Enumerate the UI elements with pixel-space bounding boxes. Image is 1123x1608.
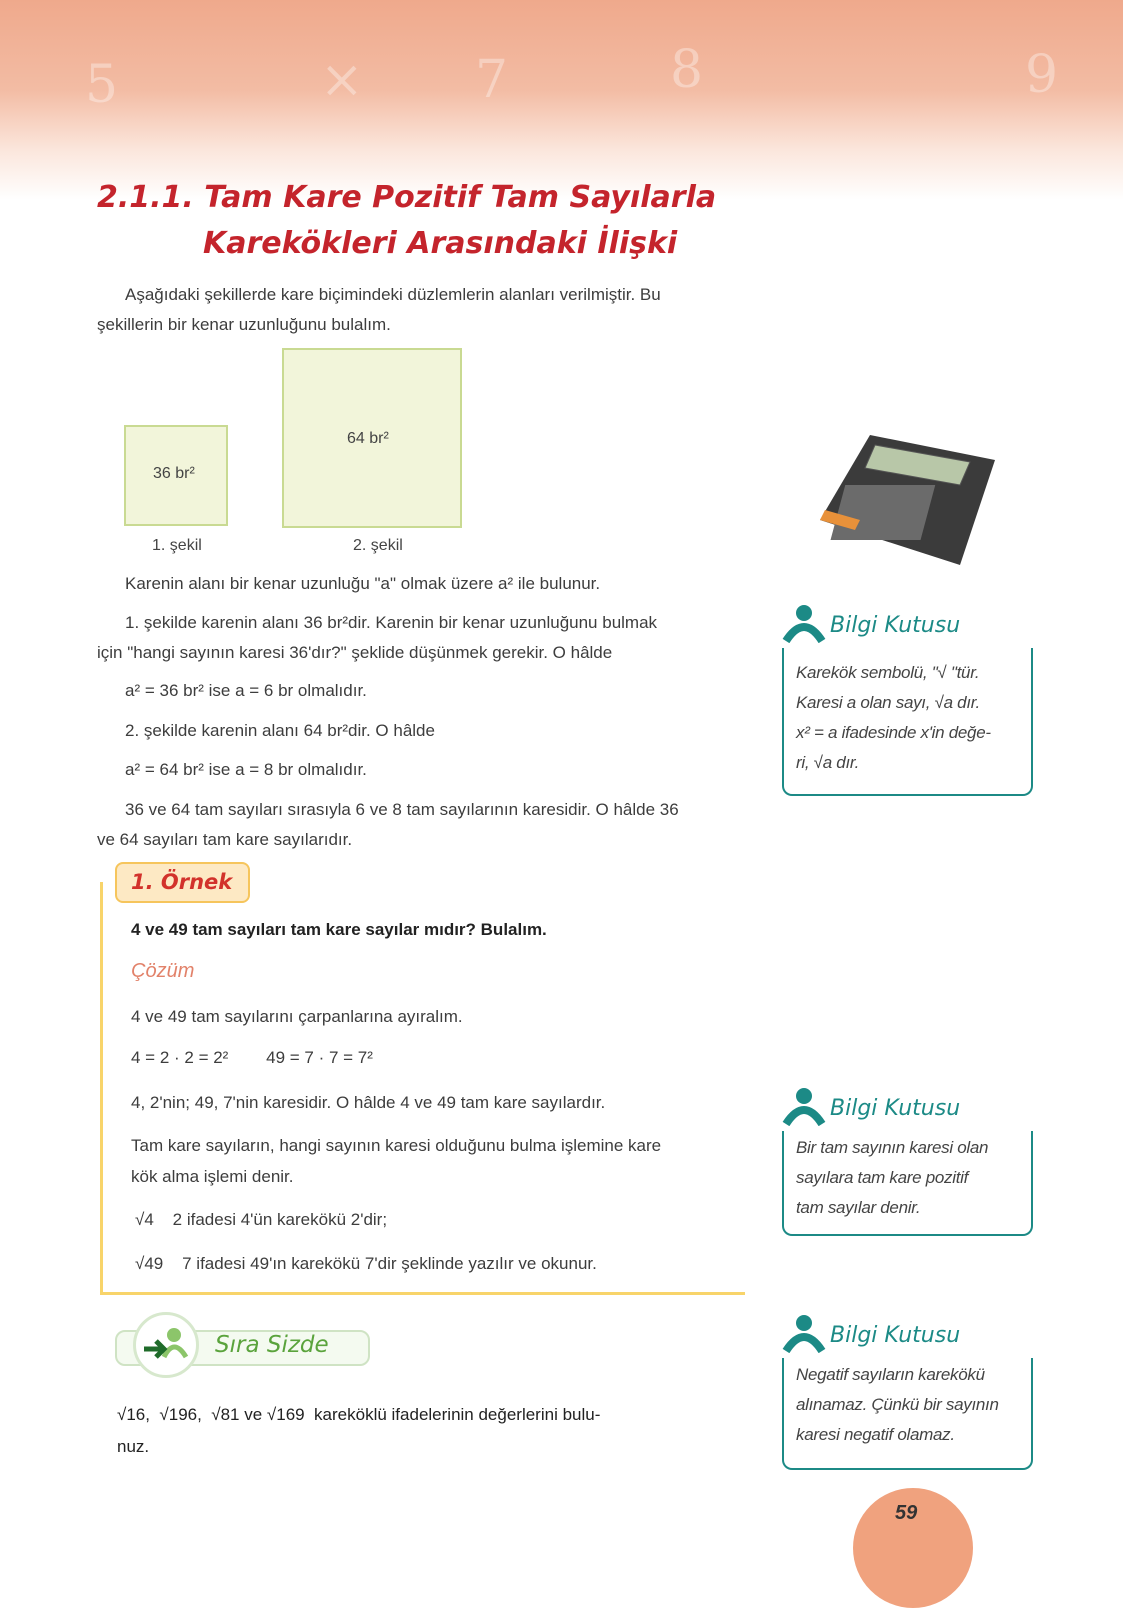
math-line: a² = 36 br² ise a = 6 br olmalıdır.	[125, 681, 367, 700]
info-box-1	[782, 603, 1033, 796]
decor-digit: ×	[320, 50, 364, 110]
exercise-text: nuz.	[117, 1437, 150, 1456]
calculator-image	[820, 430, 1000, 575]
solution-text: Tam kare sayıların, hangi sayının karesi olduğunu bulma işlemine kare	[131, 1136, 662, 1155]
mascot-icon	[782, 1313, 826, 1353]
solution-text: √49 7 ifadesi 49'ın karekökü 7'dir şeklinde yazılır ve okunur.	[135, 1254, 597, 1273]
info-text: Negatif sayıların karekökü	[796, 1365, 985, 1384]
solution-text: √4 2 ifadesi 4'ün karekökü 2'dir;	[135, 1210, 388, 1229]
page-number: 59	[895, 1502, 918, 1524]
figure-caption: 2. şekil	[353, 537, 403, 554]
info-box-title: Bilgi Kutusu	[830, 613, 961, 638]
example-border-left	[100, 882, 103, 1294]
mascot-icon	[782, 603, 826, 643]
sira-sizde-icon	[133, 1312, 199, 1378]
figure-caption: 1. şekil	[152, 537, 202, 554]
info-text: Karesi a olan sayı, √a dır.	[796, 693, 980, 712]
info-text: x² = a ifadesinde x'in değe-	[796, 723, 991, 742]
info-text: alınamaz. Çünkü bir sayının	[796, 1395, 999, 1414]
example-question: 4 ve 49 tam sayıları tam kare sayılar mıdır? Bulalım.	[131, 920, 547, 939]
info-text: tam sayılar denir.	[796, 1198, 921, 1217]
intro-text: şekillerin bir kenar uzunluğunu bulalım.	[97, 315, 391, 334]
info-box-title: Bilgi Kutusu	[830, 1323, 961, 1348]
body-text: ve 64 sayıları tam kare sayılarıdır.	[97, 830, 353, 849]
info-box-title: Bilgi Kutusu	[830, 1096, 961, 1121]
info-text: sayılara tam kare pozitif	[796, 1168, 969, 1187]
sira-sizde-label: Sıra Sizde	[215, 1332, 329, 1358]
example-badge: 1. Örnek	[115, 862, 250, 903]
info-text: karesi negatif olamaz.	[796, 1425, 955, 1444]
solution-text: 4, 2'nin; 49, 7'nin karesidir. O hâlde 4 ve 49 tam kare sayılardır.	[131, 1093, 606, 1112]
info-box-2	[782, 1086, 1033, 1236]
body-text: Karenin alanı bir kenar uzunluğu "a" olmak üzere a² ile bulunur.	[125, 574, 601, 593]
math-line: 4 = 2 · 2 = 2² 49 = 7 · 7 = 7²	[131, 1048, 373, 1067]
decor-digit: 8	[670, 40, 704, 100]
intro-text: Aşağıdaki şekillerde kare biçimindeki düzlemlerin alanları verilmiştir. Bu	[125, 285, 661, 304]
page-title-line2: Karekökleri Arasındaki İlişki	[203, 226, 678, 261]
square-area-label: 64 br²	[347, 430, 389, 447]
exercise-text: √16, √196, √81 ve √169 kareköklü ifadelerinin değerlerini bulu-	[117, 1405, 601, 1424]
body-text: için "hangi sayının karesi 36'dır?" şeklide düşünmek gerekir. O hâlde	[97, 643, 613, 662]
page-title-line1: 2.1.1. Tam Kare Pozitif Tam Sayılarla	[97, 180, 717, 215]
solution-text: kök alma işlemi denir.	[131, 1167, 294, 1186]
info-text: ri, √a dır.	[796, 753, 860, 772]
body-text: 1. şekilde karenin alanı 36 br²dir. Karenin bir kenar uzunluğunu bulmak	[125, 613, 658, 632]
example-border-bottom	[100, 1292, 745, 1295]
square-figure-2	[282, 348, 462, 528]
header-banner	[0, 0, 1123, 200]
info-box-3	[782, 1313, 1033, 1470]
body-text: 36 ve 64 tam sayıları sırasıyla 6 ve 8 tam sayılarının karesidir. O hâlde 36	[125, 800, 679, 819]
decor-digit: 9	[1025, 45, 1059, 105]
info-text: Bir tam sayının karesi olan	[796, 1138, 989, 1157]
square-area-label: 36 br²	[153, 465, 195, 482]
solution-text: 4 ve 49 tam sayılarını çarpanlarına ayıralım.	[131, 1007, 463, 1026]
solution-label: Çözüm	[131, 960, 195, 982]
square-figure-1	[124, 425, 228, 526]
info-text: Karekök sembolü, "√ "tür.	[796, 663, 980, 682]
body-text: 2. şekilde karenin alanı 64 br²dir. O hâlde	[125, 721, 435, 740]
math-line: a² = 64 br² ise a = 8 br olmalıdır.	[125, 760, 367, 779]
decor-digit: 5	[85, 55, 119, 115]
decor-digit: 7	[475, 50, 509, 110]
mascot-icon	[782, 1086, 826, 1126]
